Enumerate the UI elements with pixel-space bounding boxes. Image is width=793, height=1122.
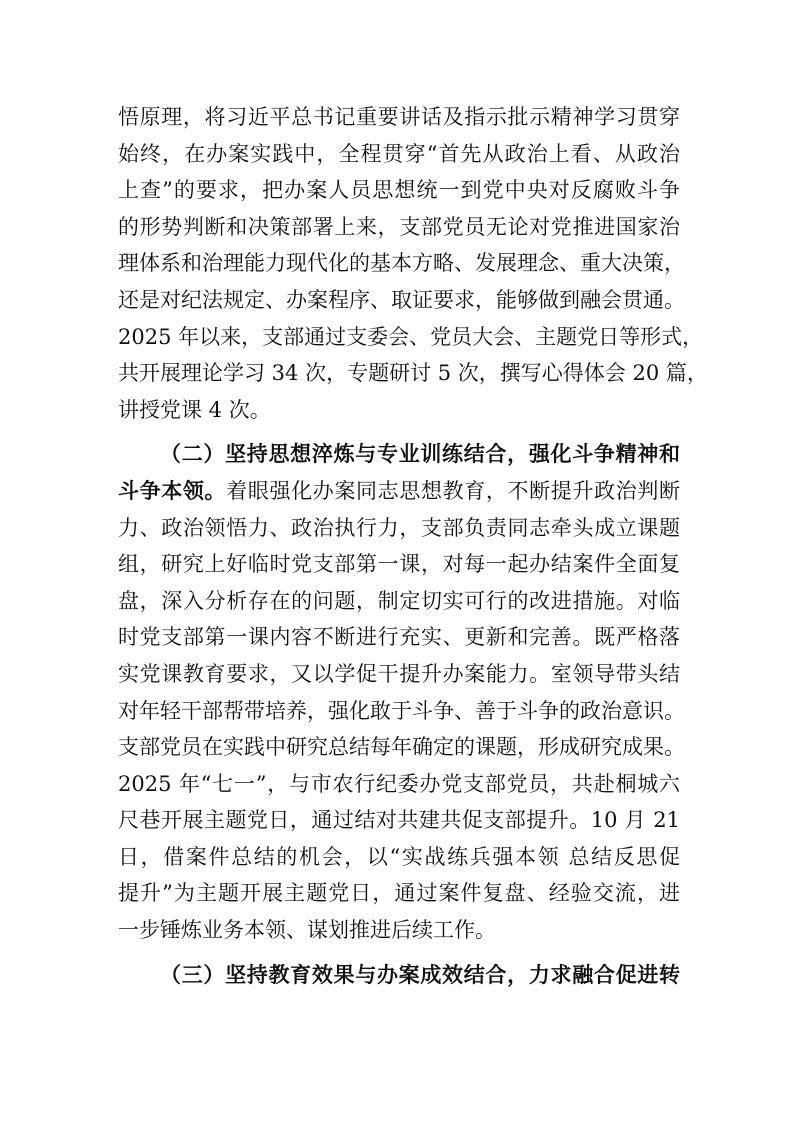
text-line: 一步锤炼业务本领、谋划推进后续工作。	[118, 918, 496, 943]
text-line: 悟原理，将习近平总书记重要讲话及指示批示精神学习贯穿	[118, 105, 680, 129]
text-line: 支部党员在实践中研究总结每年确定的课题，形成研究成果。	[118, 735, 685, 760]
text-line: 始终，在办案实践中，全程贯穿“首先从政治上看、从政治	[118, 141, 680, 166]
section-heading-continuation: 斗争本领。	[118, 477, 227, 503]
text-line: 尺巷开展主题党日，通过结对共建共促支部提升。10 月 21	[118, 808, 680, 833]
text-line: 上查”的要求，把办案人员思想统一到党中央对反腐败斗争	[118, 178, 680, 203]
text-line: 对年轻干部帮带培养，强化敢于斗争、善于斗争的政治意识。	[118, 698, 685, 723]
text-fragment: 着眼强化办案同志思想教育，不断提升政治判断	[226, 478, 681, 503]
text-line: 共开展理论学习 34 次，专题研讨 5 次，撰写心得体会 20 篇，	[118, 361, 708, 386]
section-heading: （二）坚持思想淬炼与专业训练结合，强化斗争精神和	[160, 441, 680, 467]
paragraph-3	[118, 957, 680, 994]
text-line: 的形势判断和决策部署上来，支部党员无论对党推进国家治	[118, 214, 680, 239]
text-line: 2025 年“七一”，与市农行纪委办党支部党员，共赴桐城六	[118, 771, 680, 796]
text-line: 还是对纪法规定、办案程序、取证要求，能够做到融会贯通。	[118, 287, 685, 312]
text-line: 理体系和治理能力现代化的基本方略、发展理念、重大决策，	[118, 251, 685, 276]
text-line: 力、政治领悟力、政治执行力，支部负责同志牵头成立课题	[118, 515, 680, 540]
text-line: 2025 年以来，支部通过支委会、党员大会、主题党日等形式，	[118, 324, 704, 349]
paragraph-1	[118, 99, 708, 428]
section-heading: （三）坚持教育效果与办案成效结合，力求融合促进转	[160, 961, 680, 987]
text-line: 实党课教育要求，又以学促干提升办案能力。室领导带头结	[118, 661, 680, 686]
text-line: 时党支部第一课内容不断进行充实、更新和完善。既严格落	[118, 625, 680, 650]
paragraph-2	[118, 436, 685, 948]
text-line: 日，借案件总结的机会，以“实战练兵强本领 总结反思促	[118, 844, 680, 869]
text-line: 提升”为主题开展主题党日，通过案件复盘、经验交流，进	[118, 881, 680, 906]
document-body	[118, 99, 708, 993]
text-line	[118, 473, 680, 510]
text-line: 组，研究上好临时党支部第一课，对每一起办结案件全面复	[118, 552, 680, 577]
text-line: 盘，深入分析存在的问题，制定切实可行的改进措施。对临	[118, 588, 680, 613]
text-line: 讲授党课 4 次。	[118, 397, 271, 422]
